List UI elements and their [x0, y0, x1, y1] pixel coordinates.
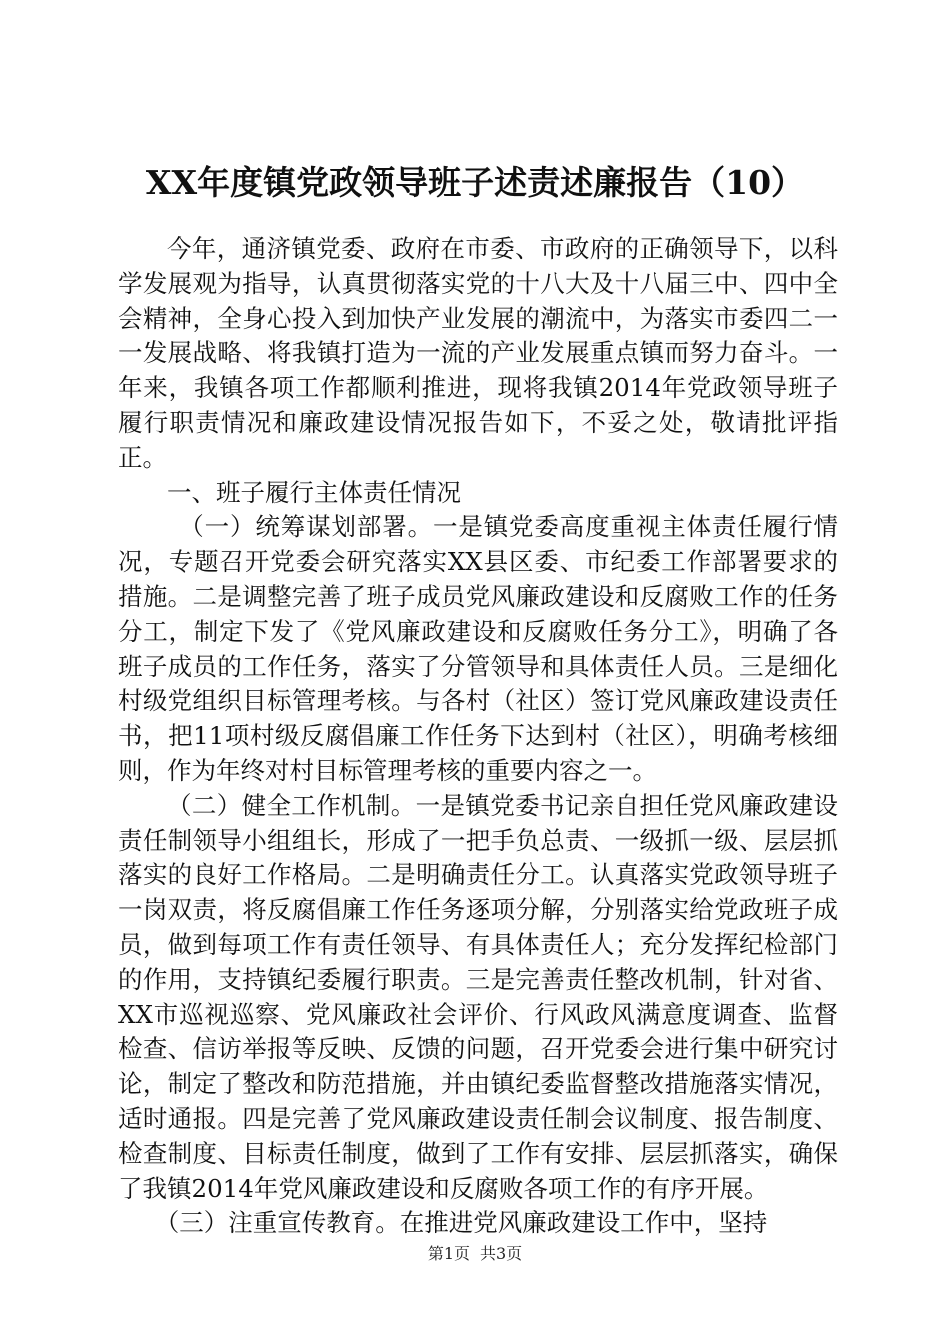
- document-title: XX年度镇党政领导班子述责述廉报告（10）: [145, 163, 805, 202]
- paragraph-intro: 今年，通济镇党委、政府在市委、市政府的正确领导下，以科学发展观为指导，认真贯彻落实党的十八大及十八届三中、四中全会精神，全身心投入到加快产业发展的潮流中，为落实市委四二一一发展战略、将我镇打造为一流的产业发展重点镇而努力奋斗。一年来，我镇各项工作都顺利推进，现将我镇2014年党政领导班子履行职责情况和廉政建设情况报告如下，不妥之处，敬请批评指正。: [118, 234, 838, 472]
- page-number: 第1页: [427, 1244, 470, 1263]
- page-footer: [0, 1243, 950, 1265]
- page-total: 共3页: [480, 1244, 523, 1263]
- document-body: [118, 232, 838, 1241]
- paragraph-section-1-2: （二）健全工作机制。一是镇党委书记亲自担任党风廉政建设责任制领导小组组长，形成了一把手负总责、一级抓一级、层层抓落实的良好工作格局。二是明确责任分工。认真落实党政领导班子一岗双责，将反腐倡廉工作任务逐项分解，分别落实给党政班子成员，做到每项工作有责任领导、有具体责任人；充分发挥纪检部门的作用，支持镇纪委履行职责。三是完善责任整改机制，针对省、XX市巡视巡察、党风廉政社会评价、行风政风满意度调查、监督检查、信访举报等反映、反馈的问题，召开党委会进行集中研究讨论，制定了整改和防范措施，并由镇纪委监督整改措施落实情况，适时通报。四是完善了党风廉政建设责任制会议制度、报告制度、检查制度、目标责任制度，做到了工作有安排、层层抓落实，确保了我镇2014年党风廉政建设和反腐败各项工作的有序开展。: [118, 790, 838, 1203]
- paragraph-section-1-1: （一）统筹谋划部署。一是镇党委高度重视主体责任履行情况，专题召开党委会研究落实XX县区委、市纪委工作部署要求的措施。二是调整完善了班子成员党风廉政建设和反腐败工作的任务分工，制定下发了《党风廉政建设和反腐败任务分工》，明确了各班子成员的工作任务，落实了分管领导和具体责任人员。三是细化村级党组织目标管理考核。与各村（社区）签订党风廉政建设责任书，把11项村级反腐倡廉工作任务下达到村（社区），明确考核细则，作为年终对村目标管理考核的重要内容之一。: [118, 512, 838, 785]
- section-heading-1: 一、班子履行主体责任情况: [167, 477, 461, 507]
- paragraph-section-1-3: （三）注重宣传教育。在推进党风廉政建设工作中，坚持: [154, 1208, 768, 1238]
